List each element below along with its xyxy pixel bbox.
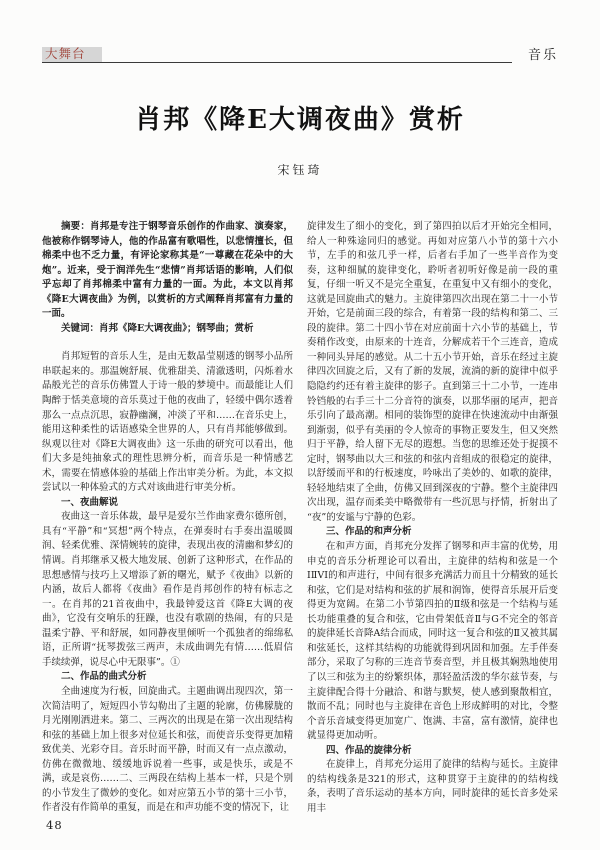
section-heading-4: 四、作品的旋律分析 bbox=[326, 744, 412, 756]
page-number: 48 bbox=[46, 818, 63, 832]
keywords-label: 关键词： bbox=[61, 322, 100, 334]
author-name: 宋钰琦 bbox=[277, 163, 323, 177]
section-heading-1: 一、夜曲解说 bbox=[61, 496, 119, 508]
right-column bbox=[307, 220, 558, 816]
category-label: 音乐 bbox=[527, 48, 558, 63]
section-heading-3: 三、作品的和声分析 bbox=[326, 526, 412, 538]
form-analysis-paragraph-right: 旋律发生了细小的变化，到了第四拍以后才开始完全相同，给人一种殊途同归的感觉。再如对应第八小节的第十六小节，左手的和弦几乎一样，后者右手加了一些半音作为变奏，这种细腻的旋律变化，聆听者初听好像是前一段的重复，仔细一听又不是完全重复，在重复中又有细小的变化，这就是回旋曲式的魅力。主旋律第四次出现在第二十一小节开始，它是前面三段的综合，有着第一段的结构和第二、三段的旋律。第二十四小节在对应前面十六小节的基础上，节奏稍作改变，由原来的十连音，分解成若干个三连音，造成一种同头异尾的感觉。从二十五小节开始，音乐在经过主旋律四次回旋之后，又有了新的发展，流淌的新的旋律中似乎隐隐约约还有着主旋律的影子。直到第三十二小节，一连串铃铛般的右手三十二分音符的演奏，以那华丽的尾声，把音乐引向了最高潮。相同的装饰型的旋律在快速流动中由渐强到渐弱，似乎有美丽的令人惊奇的事物正要发生，但又突然归于平静，给人留下无尽的遐想。当您的思维还处于捉摸不定时，钢琴曲以大三和弦的和弦内音组成的很稳定的旋律，以舒缓而平和的行板速度，吟咏出了美妙的、如歌的旋律，轻轻地结束了全曲，仿佛又回到深夜的宁静。整个主旋律四次出现，温存而柔美中略微带有一些沉思与抒情，折射出了“夜”的安谧与宁静的色彩。 bbox=[307, 221, 558, 523]
page-header bbox=[42, 44, 558, 63]
melody-analysis-paragraph: 在旋律上，肖邦充分运用了旋律的结构与延长。主旋律的结构线条是321的形式，这种贯穿于主旋律的的结构线条，表明了音乐运动的基本方向，同时旋律的延长音多处采用丰 bbox=[307, 759, 558, 814]
harmony-analysis-paragraph: 在和声方面，肖邦充分发挥了钢琴和声丰富的优势，用申克的音乐分析理论可以看出，主旋律的结构和弦是一个ⅠⅡⅤⅠ的和声进行，中间有很多充满活力而且十分精致的延长和弦，它们是对结构和弦的扩展和润饰，使得音乐展开后变得更为宽阔。在第二小节第四拍的Ⅱ级和弦是一个结构与延长功能重叠的复合和弦，它由骨架低音Ⅱ与G不完全的邻音的旋律延长音降A结合而成，同时这一复合和弦的Ⅱ又被其属和弦延长，这样其结构的功能就得到巩固和加强。左手伴奏部分，采取了匀称的三连音节奏音型，并且极其娴熟地使用了以三和弦为主的纷繁织体，那轻盈活泼的华尔兹节奏，与主旋律配合得十分融洽、和谐与默契，使人感到聚散相宜，散而不乱；同时也与主旋律在音色上形成鲜明的对比，令整个音乐音域变得更加宽广、饱满、丰富，富有激情，旋律也就显得更加动听。 bbox=[307, 541, 558, 742]
form-analysis-paragraph-left: 全曲速度为行板，回旋曲式。主题曲调出现四次，第一次简洁明了，短短四小节勾勒出了主题的轮廓，仿佛朦胧的月光刚刚洒进来。第二、三两次的出现是在第一次出现结构和弦的基础上加上很多对位延长和弦，而使音乐变得更加精致优美、光彩夺目。音乐时而平静，时而又有一点点激动，仿佛在微微地、缓缓地诉说着一些事，或是快乐，或是不满，或是哀伤……二、三两段在结构上基本一样，只是个别的小节发生了微妙的变化。如对应第五小节的第十三小节，作者没有作简单的重复，而是在和声功能不变的情况下，让 bbox=[42, 685, 293, 814]
intro-paragraph: 肖邦短暂的音乐人生，是由无数晶莹剔透的钢琴小品所串联起来的。那温婉舒展、优雅甜美、清澈透明，闪烁着水晶般光芒的音乐仿佛置人于诗一般的梦境中。而最能让人们陶醉于恬美意境的音乐莫过于他的夜曲了，轻缓中偶尔透着那么一点点沉思，寂静幽澜，冲淡了平和……在音乐史上，能用这种柔性的话语感染全世界的人，只有肖邦能够做到。纵观以往对《降E大调夜曲》这一乐曲的研究可以看出，他们大多是纯抽象式的理性思辨分析，而音乐是一种情感艺术，需要在情感体验的基础上作出审美分析。为此，本文拟尝试以一种体验式的方式对该曲进行审美分析。 bbox=[42, 351, 293, 494]
keywords-text: 肖邦《降E大调夜曲》；钢琴曲；赏析 bbox=[99, 322, 254, 334]
abstract-paragraph bbox=[42, 220, 293, 322]
paper-title: 肖邦《降E大调夜曲》赏析 bbox=[135, 105, 465, 135]
nocturne-paragraph: 夜曲这一音乐体裁，最早是爱尔兰作曲家费尔德所创，具有“平静”和“冥想”两个特点，在弹奏时右手奏出温暖圆润、轻柔优雅、深情婉转的旋律，表现出夜的清幽和梦幻的情调。肖邦继承又极大地发展、创新了这种形式，在作品的思想感情与技巧上又增添了新的曙光，赋予《夜曲》以新的内涵，故后人都将《夜曲》看作是肖邦创作的特有标志之一。在肖邦的21首夜曲中，我最钟爱这首《降E大调的夜曲》，它没有交响乐的狂躁，也没有歌剧的热闹，有的只是温柔宁静、平和舒展，如同静夜里倾听一个孤独者的绵绵私语，正所谓“抚琴拨弦三两声，未成曲调先有情……低眉信手续续弹，说尽心中无限事”。① bbox=[42, 511, 293, 668]
section-label: 大舞台 bbox=[42, 47, 102, 63]
body-columns bbox=[42, 220, 558, 816]
header-rule bbox=[42, 45, 512, 64]
keywords-paragraph bbox=[42, 322, 293, 337]
abstract-label: 摘要： bbox=[61, 221, 91, 232]
abstract-text: 肖邦是专注于钢琴音乐创作的作曲家、演奏家，他被称作钢琴诗人，他的作品富有歌唱性，以悲情擅长，但棉柔中也不乏力量，有评论家称其是“一尊藏在花朵中的大炮”。近来，受于润洋先生“悲情”肖邦话语的影响，人们似乎忘却了肖邦棉柔中富有力量的一面。为此，本文以肖邦《降E大调夜曲》为例，以赏析的方式阐释肖邦富有力量的一面。 bbox=[42, 221, 293, 320]
left-column bbox=[42, 220, 293, 816]
section-heading-2: 二、作品的曲式分析 bbox=[61, 671, 147, 683]
